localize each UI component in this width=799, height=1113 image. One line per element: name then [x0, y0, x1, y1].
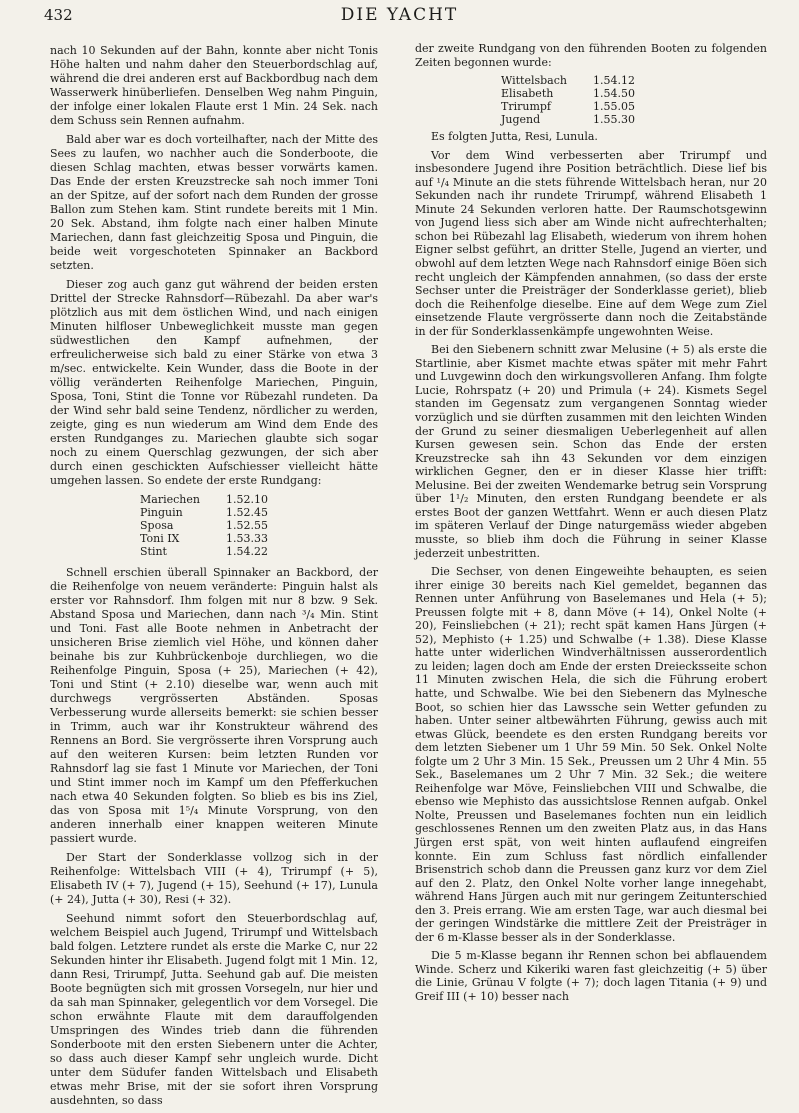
page-title: DIE YACHT — [340, 5, 459, 25]
results-table-second-round — [501, 74, 635, 126]
paragraph: nach 10 Sekunden auf der Bahn, konnte aber nicht Tonis Höhe halten und nahm daher den Steuerbordschlag auf, während die drei anderen erst auf Backbordbug nach dem Wasserwerk hinüberliefen. Denselben Weg nahm Pinguin, der infolge einer lokalen Flaute erst 1 Min. 24 Sek. nach dem Schuss sein Rennen aufnahm. — [50, 44, 378, 127]
table-row: Jugend 1.55.30 — [501, 113, 635, 127]
table-row: Pinguin 1.52.45 — [140, 506, 268, 519]
table-row: Sposa 1.52.55 — [140, 519, 268, 532]
paragraph: der zweite Rundgang von den führenden Booten zu folgenden Zeiten begonnen wurde: — [415, 42, 767, 69]
paragraph: Seehund nimmt sofort den Steuerbordschlag auf, welchem Beispiel auch Jugend, Trirumpf und Wittelsbach bald folgen. Letztere rundet als erste die Marke C, nur 22 Sekunden hinter ihr Elisabeth. Jugend folgt mit 1 Min. 12, dann Resi, Trirumpf, Jutta. Seehund gab auf. Die meisten Boote begnügten sich mit grossen Vorsegeln, nur hier und da sah man Spinnaker, gelegentlich vor dem Vorsegel. Die schon erwähnte Flaute mit dem darauffolgenden Umspringen des Windes trieb dann die führenden Sonderboote mit den ersten Siebenern unter die Achter, so dass auch dieser Kampf sehr ungleich wurde. Dicht unter dem Südufer fanden Wittelsbach und Elisabeth etwas mehr Brise, mit der sie sofort ihren Vorsprung ausdehnten, so dass — [50, 912, 378, 1107]
paragraph: Dieser zog auch ganz gut während der beiden ersten Drittel der Strecke Rahnsdorf—Rübezahl. Da aber war's plötzlich aus mit dem östlichen Wind, und nach einigen Minuten hilfloser Unbeweglichkeit musste man gegen südwestlichen den Kampf aufnehmen, der erfreulicherweise sich bald zu einer Stärke von etwa 3 m/sec. entwickelte. Kein Wunder, dass die Boote in der völlig veränderten Reihenfolge Mariechen, Pinguin, Sposa, Toni, Stint die Tonne vor Rübezahl rundeten. Da der Wind sehr bald seine Tendenz, nördlicher zu werden, zeigte, ging es nun wiederum am Wind dem Ende des ersten Rundganges zu. Mariechen glaubte sich sogar noch zu einem Querschlag gezwungen, der sich aber durch einen geschickten Aufschiesser vielleicht hätte umgehen lassen. So endete der erste Rundgang: — [50, 278, 378, 487]
paragraph: Die Sechser, von denen Eingeweihte behaupten, es seien ihrer einige 30 bereits nach Kiel gemeldet, begannen das Rennen unter Anführung von Baselemanes und Hela (+ 5); Preussen folgte mit + 8, dann Möve (+ 14), Onkel Nolte (+ 20), Feinsliebchen (+ 21); recht spät kamen Hans Jürgen (+ 52), Mephisto (+ 1.25) und Schwalbe (+ 1.38). Diese Klasse hatte unter widerlichen Windverhältnissen ausserordentlich zu leiden; lagen doch am Ende der ersten Dreiecksseite schon 11 Minuten zwischen Hela, die sich die Führung erobert hatte, und Schwalbe. Wie bei den Siebenern das Mylnesche Boot, so schien hier das Lawssche sein Wetter gefunden zu haben. Unter seiner altbewährten Führung, gewiss auch mit etwas Glück, beendete es den ersten Rundgang bereits vor dem letzten Siebener um 1 Uhr 59 Min. 50 Sek. Onkel Nolte folgte um 2 Uhr 3 Min. 15 Sek., Preussen um 2 Uhr 4 Min. 55 Sek., Baselemanes um 2 Uhr 7 Min. 32 Sek.; die weitere Reihenfolge war Möve, Feinsliebchen VIII und Schwalbe, die ebenso wie Mephisto das aussichtslose Rennen aufgab. Onkel Nolte, Preussen und Baselemanes fochten nun ein leidlich geschlossenes Rennen um den zweiten Platz aus, in das Hans Jürgen erst spät, von weit hinten auflaufend eingreifen konnte. Ein zum Schluss fast nördlich einfallender Brisenstrich schob dann die Preussen ganz kurz vor dem Ziel auf den 2. Platz, den Onkel Nolte vorher lange innegehabt, während Hans Jürgen auch mit nur geringem Zeitunterschied den 3. Preis errang. Wie am ersten Tage, war auch diesmal bei der geringen Windstärke die mittlere Zeit der Preisträger in der 6 m-Klasse besser als in der Sonderklasse. — [415, 565, 767, 944]
paragraph: Vor dem Wind verbesserten aber Trirumpf und insbesondere Jugend ihre Position beträchtlich. Diese lief bis auf ¹/₄ Minute an die stets führende Wittelsbach heran, nur 20 Sekunden nach ihr rundete Trirumpf, während Elisabeth 1 Minute 24 Sekunden verloren hatte. Der Raumschotsgewinn von Jugend liess sich aber am Winde nicht aufrechterhalten; schon bei Rübezahl lag Elisabeth, wiederum von ihrem hohen Eigner selbst geführt, an dritter Stelle, Jugend an vierter, und obwohl auf dem letzten Wege nach Rahnsdorf einige Böen sich recht ungleich der Kämpfenden annahmen, (so dass der erste Sechser unter die Preisträger der Sonderklasse geriet), blieb doch die Reihenfolge dieselbe. Eine auf dem Wege zum Ziel einsetzende Flaute vergrösserte dann noch die Zeitabstände in der für Sonderklassenkämpfe ungewohnten Weise. — [415, 148, 767, 338]
results-table-first-round — [140, 493, 268, 558]
paragraph: Bei den Siebenern schnitt zwar Melusine (+ 5) als erste die Startlinie, aber Kismet machte etwas später mit mehr Fahrt und Luvgewinn doch den wirkungsvolleren Anfang. Ihm folgte Lucie, Rohrspatz (+ 20) und Primula (+ 24). Kismets Segel standen im Gegensatz zum vergangenen Sonntag wieder vorzüglich und sie dürften zusammen mit den leichten Winden der Grund zu seiner diesmaligen Ueberlegenheit auf allen Kursen gewesen sein. Schon das Ende der ersten Kreuzstrecke sah ihn 43 Sekunden vor dem einzigen wirklichen Gegner, den er in dieser Klasse hier trifft: Melusine. Bei der zweiten Wendemarke betrug sein Vorsprung über 1¹/₂ Minuten, den ersten Rundgang beendete er als erstes Boot der ganzen Wettfahrt. Wenn er auch diesen Platz im späteren Verlauf der Dinge naturgemäss wieder abgeben musste, so blieb ihm doch die Führung in seiner Klasse jederzeit unbestritten. — [415, 343, 767, 560]
paragraph: Es folgten Jutta, Resi, Lunula. — [431, 130, 598, 144]
table-row: Elisabeth 1.54.50 — [501, 87, 635, 101]
table-row: Stint 1.54.22 — [140, 545, 268, 558]
right-column — [415, 42, 767, 1009]
table-row: Wittelsbach 1.54.12 — [501, 74, 635, 88]
table-row: Toni IX 1.53.33 — [140, 532, 268, 545]
left-column — [50, 44, 378, 1113]
paragraph: Bald aber war es doch vorteilhafter, nach der Mitte des Sees zu laufen, wo nachher auch die Sonderboote, die diesen Schlag machten, etwas besser vorwärts kamen. Das Ende der ersten Kreuzstrecke sah noch immer Toni an der Spitze, auf der sofort nach dem Runden der grosse Ballon zum Stehen kam. Stint rundete bereits mit 1 Min. 20 Sek. Abstand, ihm folgte nach einer halben Minute Mariechen, dann fast gleichzeitig Sposa und Pinguin, die beide weit vorgeschoteten Spinnaker an Backbord setzten. — [50, 133, 378, 272]
paragraph: Der Start der Sonderklasse vollzog sich in der Reihenfolge: Wittelsbach VIII (+ 4), Trirumpf (+ 5), Elisabeth IV (+ 7), Jugend (+ 15), Seehund (+ 17), Lunula (+ 24), Jutta (+ 30), Resi (+ 32). — [50, 851, 378, 906]
table-row: Mariechen 1.52.10 — [140, 493, 268, 506]
paragraph: Schnell erschien überall Spinnaker an Backbord, der die Reihenfolge von neuem veränderte: Pinguin halst als erster vor Rahnsdorf. Ihm folgen mit nur 8 bzw. 9 Sek. Abstand Sposa und Mariechen, dann nach ³/₄ Min. Stint und Toni. Fast alle Boote nehmen in Anbetracht der unsicheren Brise ziemlich viel Höhe, und können daher beinahe bis zur Kuhbrückenboje durchliegen, wo die Reihenfolge Pinguin, Sposa (+ 25), Mariechen (+ 42), Toni und Stint (+ 2.10) dieselbe war, wenn auch mit durchwegs vergrösserten Abständen. Sposas Verbesserung wurde allerseits bemerkt: sie schien besser in Trimm, auch war ihr Konstrukteur während des Rennens an Bord. Sie vergrösserte ihren Vorsprung auch auf den weiteren Kursen: beim letzten Runden vor Rahnsdorf lag sie fast 1 Minute vor Mariechen, der Toni und Stint immer noch im Kampf um den Pfefferkuchen nach etwa 40 Sekunden folgten. So blieb es bis ins Ziel, das von Sposa mit 1⁵/₄ Minute Vorsprung, von den anderen innerhalb einer knappen weiteren Minute passiert wurde. — [50, 566, 378, 845]
paragraph: Die 5 m-Klasse begann ihr Rennen schon bei abflauendem Winde. Scherz und Kikeriki waren fast gleichzeitig (+ 5) über die Linie, Grünau V folgte (+ 7); doch lagen Titania (+ 9) und Greif III (+ 10) besser nach — [415, 949, 767, 1003]
table-row: Trirumpf 1.55.05 — [501, 100, 635, 114]
page-number: 432 — [44, 6, 73, 24]
